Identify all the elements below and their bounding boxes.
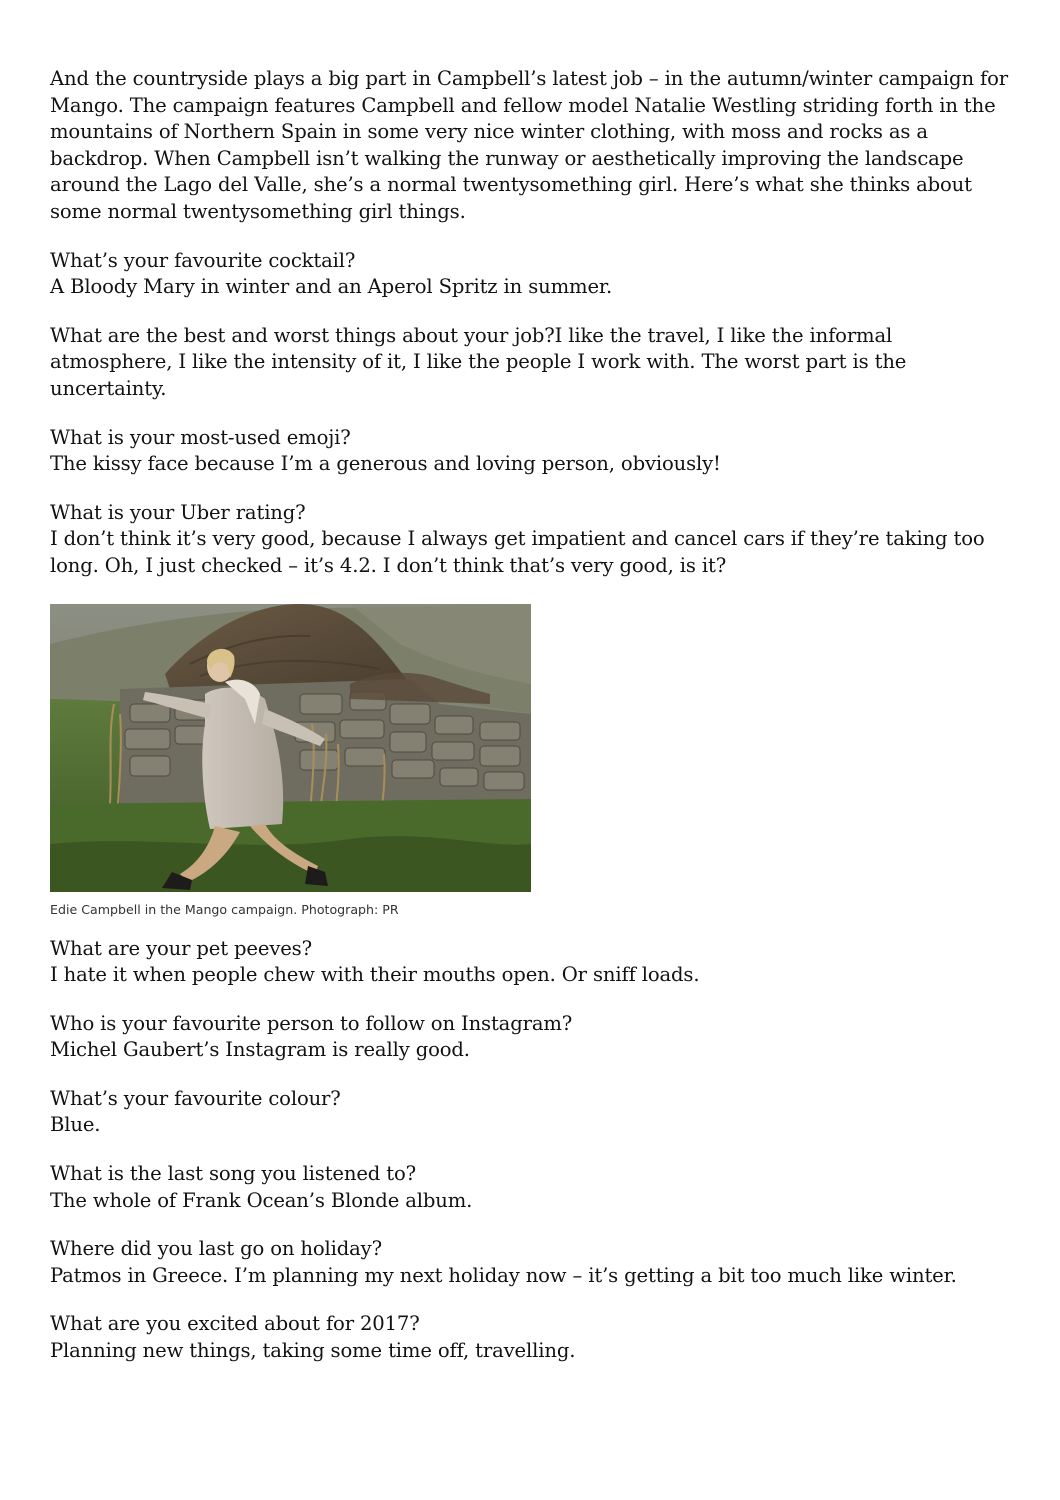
campaign-photo [50, 604, 531, 892]
answer-text: I don’t think it’s very good, because I always get impatient and cancel cars if they’re taking too long. Oh, I just checked – it’s 4.2. I don’t think that’s very good, is it? [50, 527, 985, 577]
answer-text: Patmos in Greece. I’m planning my next holiday now – it’s getting a bit too much like winter. [50, 1263, 957, 1287]
answer-text: Michel Gaubert’s Instagram is really good. [50, 1038, 470, 1062]
qa-item [50, 1311, 1015, 1364]
question-text: What is your Uber rating? [50, 500, 306, 524]
qa-item [50, 1011, 1015, 1064]
answer-text: A Bloody Mary in winter and an Aperol Spritz in summer. [50, 275, 613, 299]
intro-paragraph: And the countryside plays a big part in Campbell’s latest job – in the autumn/winter campaign for Mango. The campaign features Campbell and fellow model Natalie Westling striding forth in the mountains of Northern Spain in some very nice winter clothing, with moss and rocks as a backdrop. When Campbell isn’t walking the runway or aesthetically improving the landscape around the Lago del Valle, she’s a normal twentysomething girl. Here’s what she thinks about some normal twentysomething girl things. [50, 67, 1008, 223]
qa-item [50, 936, 1015, 989]
answer-text: Blue. [50, 1113, 101, 1137]
question-text: What’s your favourite cocktail? [50, 248, 356, 272]
qa-item [50, 1161, 1015, 1214]
answer-text: The whole of Frank Ocean’s Blonde album. [50, 1188, 473, 1212]
article-figure [50, 602, 1015, 918]
qa-item [50, 1236, 1015, 1289]
question-text: What is your most-used emoji? [50, 425, 351, 449]
image-caption: Edie Campbell in the Mango campaign. Photograph: PR [50, 901, 399, 917]
answer-text: I like the travel, I like the informal atmosphere, I like the intensity of it, I like the people I work with. The worst part is the uncertainty. [50, 323, 907, 400]
qa-item [50, 323, 1015, 403]
question-text: What is the last song you listened to? [50, 1162, 416, 1186]
qa-item [50, 500, 1015, 580]
answer-text: The kissy face because I’m a generous and loving person, obviously! [50, 452, 721, 476]
qa-item [50, 248, 1015, 301]
question-text: Where did you last go on holiday? [50, 1237, 382, 1261]
question-text: What are your pet peeves? [50, 936, 312, 960]
article-body [50, 66, 1015, 1387]
question-text: Who is your favourite person to follow on Instagram? [50, 1011, 573, 1035]
question-text: What’s your favourite colour? [50, 1086, 341, 1110]
answer-text: Planning new things, taking some time off, travelling. [50, 1339, 576, 1363]
qa-item [50, 425, 1015, 478]
question-text: What are you excited about for 2017? [50, 1312, 420, 1336]
qa-item [50, 1086, 1015, 1139]
answer-text: I hate it when people chew with their mouths open. Or sniff loads. [50, 963, 700, 987]
question-text: What are the best and worst things about your job? [50, 323, 555, 347]
